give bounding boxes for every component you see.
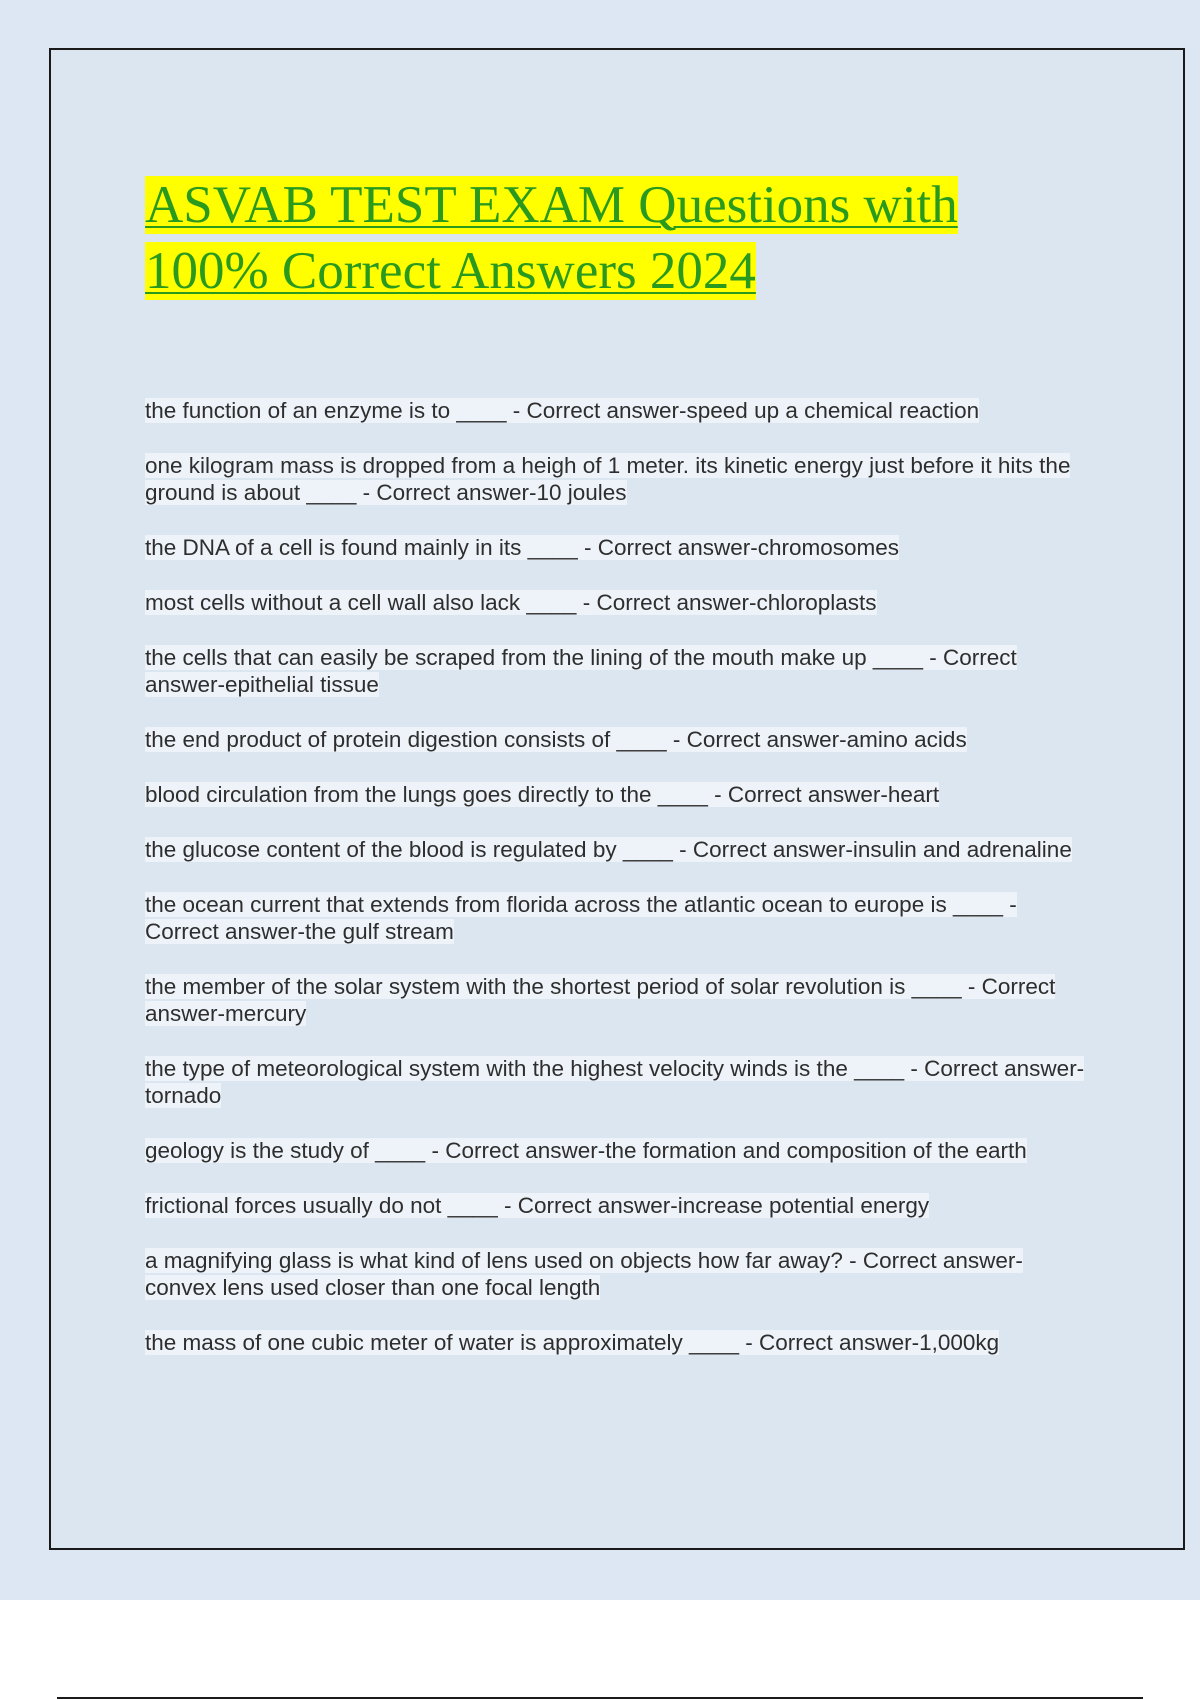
qa-item-text: the function of an enzyme is to ____ - Correct answer-speed up a chemical reaction: [145, 398, 980, 423]
qa-item-text: geology is the study of ____ - Correct answer-the formation and composition of the earth: [145, 1138, 1027, 1163]
qa-item: [145, 726, 1090, 753]
qa-item: [145, 534, 1090, 561]
qa-item: [145, 836, 1090, 863]
qa-item-text: the ocean current that extends from florida across the atlantic ocean to europe is ____ - Correct answer-the gulf stream: [145, 892, 1017, 944]
qa-item: [145, 781, 1090, 808]
qa-item: [145, 1055, 1090, 1109]
qa-item-text: most cells without a cell wall also lack ____ - Correct answer-chloroplasts: [145, 590, 877, 615]
qa-item-text: a magnifying glass is what kind of lens used on objects how far away? - Correct answer-convex lens used closer than one focal length: [145, 1248, 1023, 1300]
footer-divider: [57, 1697, 1143, 1699]
qa-item-text: the mass of one cubic meter of water is approximately ____ - Correct answer-1,000kg: [145, 1330, 1000, 1355]
qa-item-text: the type of meteorological system with the highest velocity winds is the ____ - Correct answer-tornado: [145, 1056, 1085, 1108]
qa-item: [145, 1137, 1090, 1164]
qa-item: [145, 589, 1090, 616]
qa-item: [145, 1247, 1090, 1301]
question-answer-list: [145, 397, 1090, 1384]
document-title-text: ASVAB TEST EXAM Questions with 100% Correct Answers 2024: [145, 176, 958, 300]
qa-item: [145, 973, 1090, 1027]
qa-item-text: the DNA of a cell is found mainly in its ____ - Correct answer-chromosomes: [145, 535, 900, 560]
qa-item-text: the cells that can easily be scraped from the lining of the mouth make up ____ - Correct answer-epithelial tissue: [145, 645, 1017, 697]
document-title: [145, 172, 1045, 304]
qa-item: [145, 891, 1090, 945]
qa-item-text: the end product of protein digestion consists of ____ - Correct answer-amino acids: [145, 727, 967, 752]
qa-item-text: one kilogram mass is dropped from a heigh of 1 meter. its kinetic energy just before it hits the ground is about ____ - Correct answer-10 joules: [145, 453, 1071, 505]
qa-item-text: the glucose content of the blood is regulated by ____ - Correct answer-insulin and adrenaline: [145, 837, 1072, 862]
qa-item: [145, 452, 1090, 506]
qa-item: [145, 397, 1090, 424]
qa-item: [145, 1329, 1090, 1356]
qa-item-text: blood circulation from the lungs goes directly to the ____ - Correct answer-heart: [145, 782, 940, 807]
qa-item: [145, 1192, 1090, 1219]
qa-item: [145, 644, 1090, 698]
qa-item-text: frictional forces usually do not ____ - Correct answer-increase potential energy: [145, 1193, 930, 1218]
qa-item-text: the member of the solar system with the shortest period of solar revolution is ____ - Correct answer-mercury: [145, 974, 1056, 1026]
